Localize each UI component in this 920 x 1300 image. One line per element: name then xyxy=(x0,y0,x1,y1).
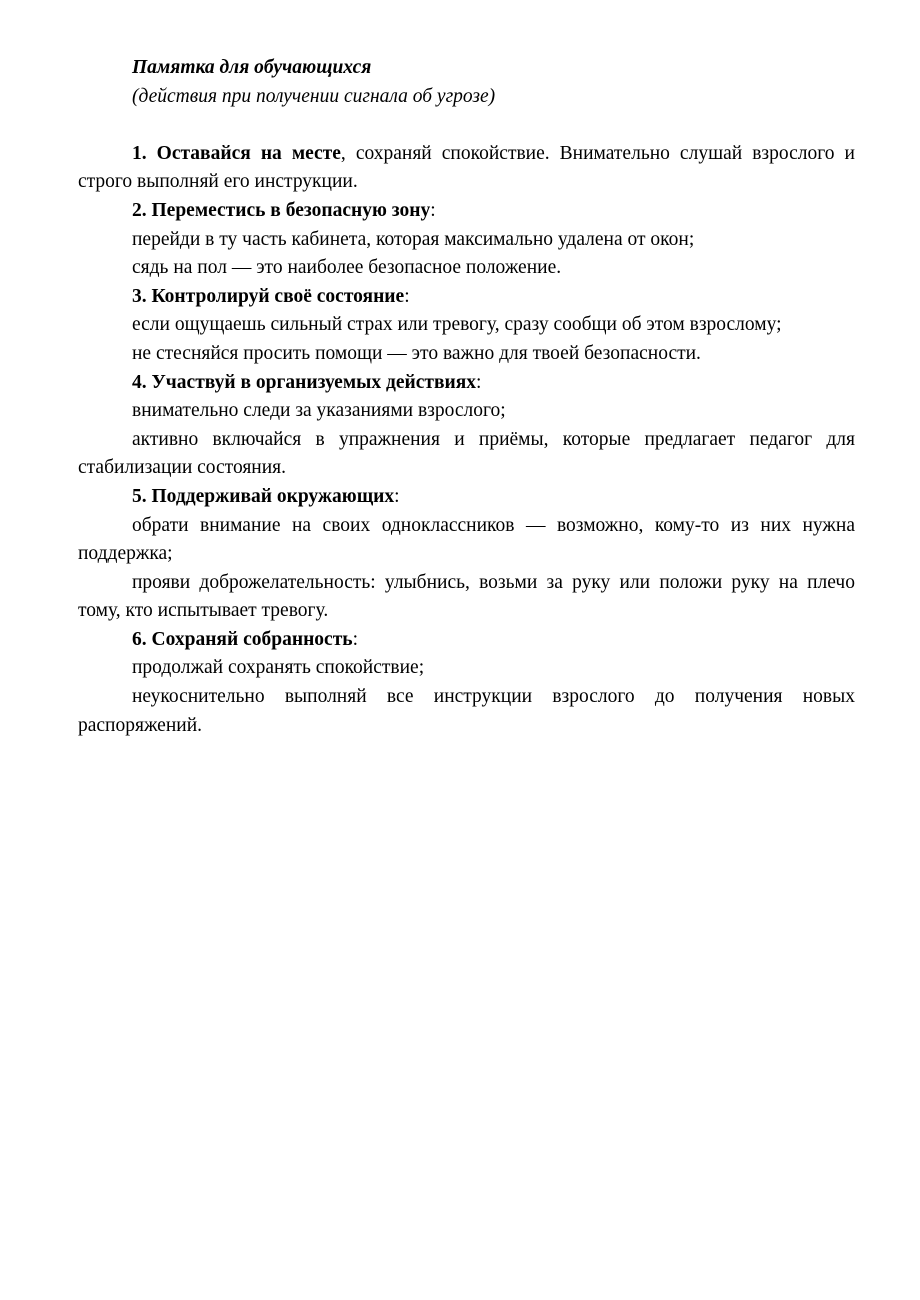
section-6-item-2: неукоснительно выполняй все инструкции взрослого до получения новых распоряжений. xyxy=(78,686,855,736)
section-4-colon: : xyxy=(476,371,482,393)
section-1-title: 1. Оставайся на месте xyxy=(132,142,341,164)
section-6-item-1: продолжай сохранять спокойствие; xyxy=(132,657,425,679)
section-1 xyxy=(78,140,855,197)
section-2-title: 2. Переместись в безопасную зону xyxy=(132,199,431,221)
section-6-heading xyxy=(78,626,855,655)
section-6-title: 6. Сохраняй собранность xyxy=(132,628,353,650)
section-6-colon: : xyxy=(352,628,359,650)
section-4-item-2: активно включайся в упражнения и приёмы, которые предлагает педагог для стабилизации состояния. xyxy=(78,428,855,479)
spacer xyxy=(78,111,855,140)
section-2-item-1: перейди в ту часть кабинета, которая максимально удалена от окон; xyxy=(132,228,695,250)
section-4-heading xyxy=(78,369,855,398)
section-2-item-2: сядь на пол — это наиболее безопасное положение. xyxy=(132,257,562,279)
document-subtitle: (действия при получении сигнала об угрозе) xyxy=(132,85,496,107)
section-3-title: 3. Контролируй своё состояние xyxy=(132,285,405,307)
section-4-item-1: внимательно следи за указаниями взрослого; xyxy=(132,400,506,422)
section-3-colon: : xyxy=(404,285,410,307)
section-5-title: 5. Поддерживай окружающих xyxy=(132,485,395,507)
section-2-heading xyxy=(78,197,855,226)
section-3-item-1: если ощущаешь сильный страх или тревогу, сразу сообщи об этом взрослому; xyxy=(132,314,782,336)
section-5-item-2: прояви доброжелательность: улыбнись, возьми за руку или положи руку на плечо тому, кто испытывает тревогу. xyxy=(78,571,855,622)
section-1-text: , сохраняй спокойствие. Внимательно слушай взрослого и строго выполняй его инструкции. xyxy=(78,142,855,193)
section-5-colon: : xyxy=(394,485,400,507)
section-3-heading xyxy=(78,283,855,312)
document-page xyxy=(78,54,855,740)
section-5-heading xyxy=(78,483,855,512)
section-3-item-2: не стесняйся просить помощи — это важно для твоей безопасности. xyxy=(132,342,701,364)
section-5-item-1: обрати внимание на своих одноклассников — возможно, кому-то из них нужна поддержка; xyxy=(78,514,855,565)
section-4-title: 4. Участвуй в организуемых действиях xyxy=(132,371,477,393)
section-2-colon: : xyxy=(430,199,436,221)
document-title: Памятка для обучающихся xyxy=(132,57,372,78)
